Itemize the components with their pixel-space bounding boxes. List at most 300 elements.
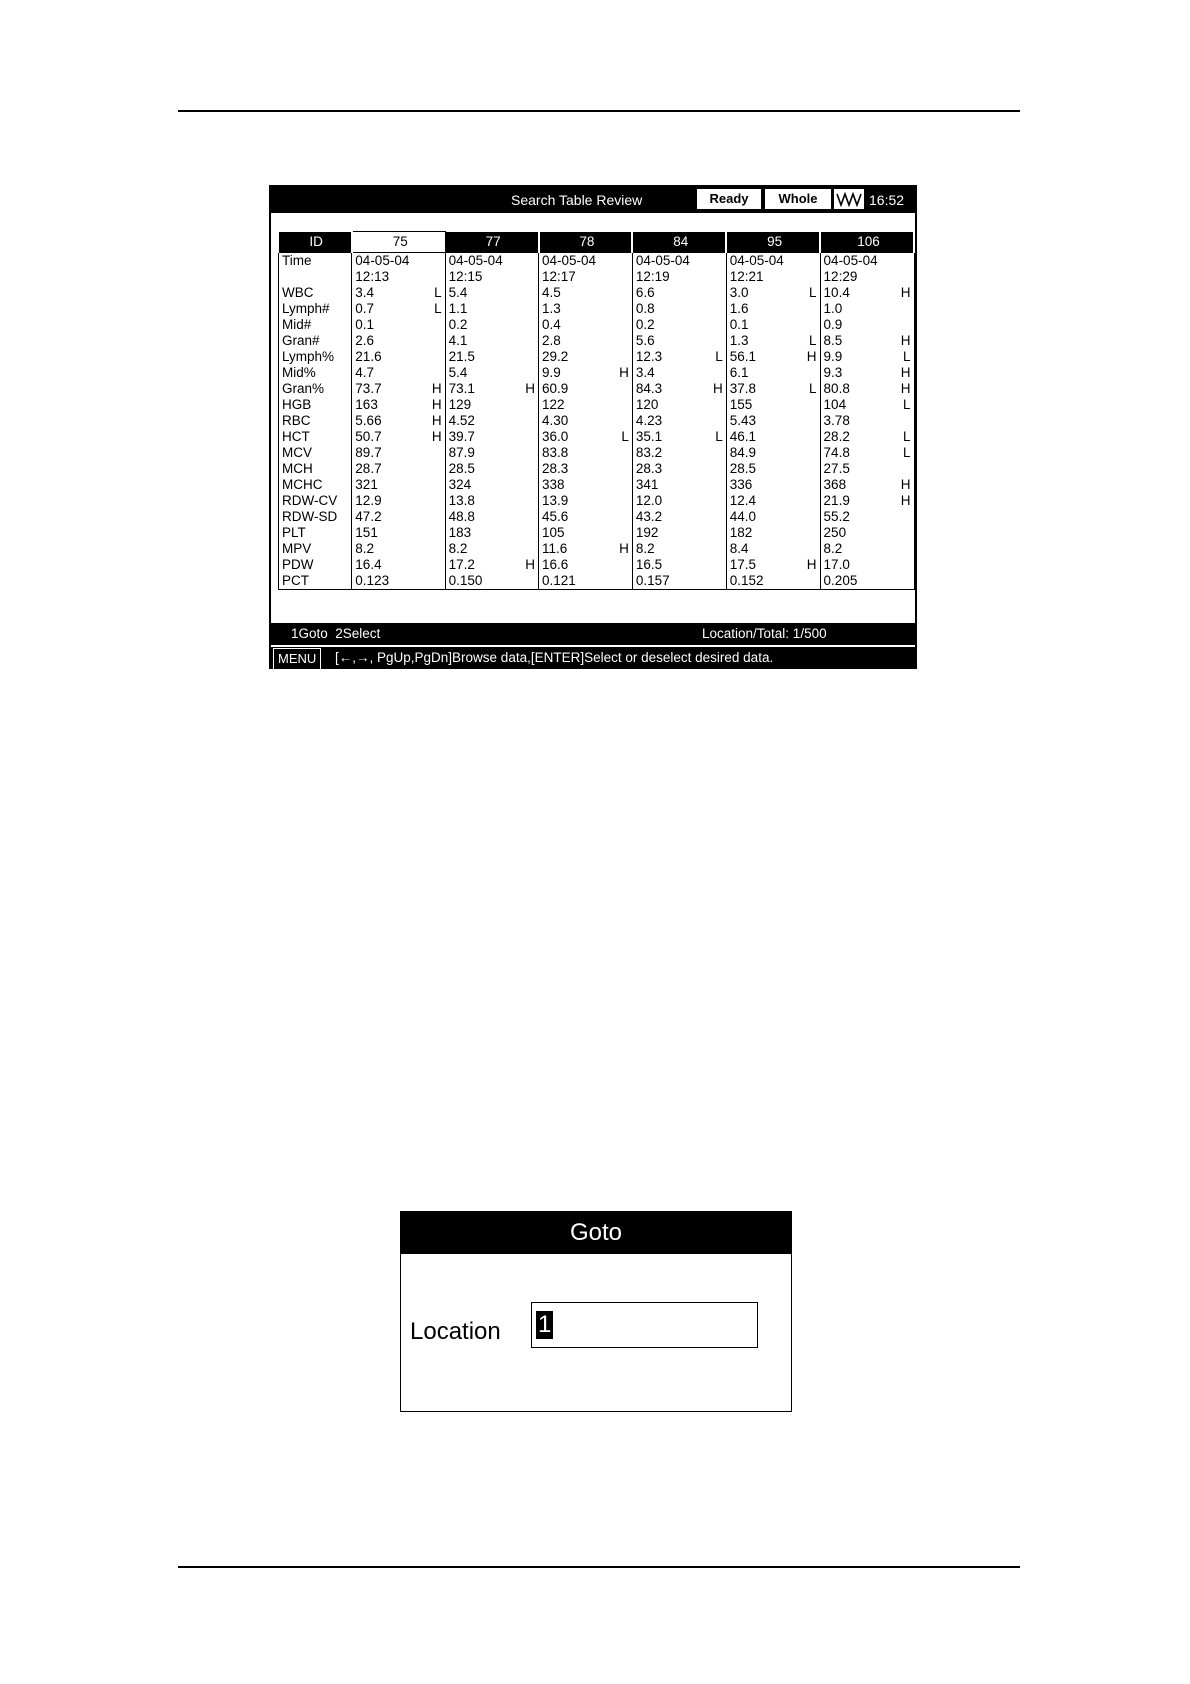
cell-value: 10.4 (820, 285, 895, 301)
table-row (279, 445, 915, 461)
cell-flag: H (895, 493, 914, 509)
cell-flag: L (809, 333, 817, 348)
cell-value: 9.9 (539, 365, 614, 381)
cell-value: 12:17 (539, 269, 614, 285)
cell-value: 39.7 (445, 429, 520, 445)
cell-flag (802, 493, 820, 509)
cell-value: 4.52 (445, 413, 520, 429)
cell-value: 122 (539, 397, 614, 413)
cell-value: 60.9 (539, 381, 614, 397)
cell-value: 11.6 (539, 541, 614, 557)
cell-flag (427, 493, 445, 509)
cell-value: 183 (445, 525, 520, 541)
cell-value: 37.8 (726, 381, 801, 397)
row-label: Time (279, 253, 352, 270)
cell-value: 12:13 (352, 269, 427, 285)
cell-flag (427, 349, 445, 365)
cell-value: 0.1 (352, 317, 427, 333)
cell-value: 27.5 (820, 461, 895, 477)
cell-flag (802, 509, 820, 525)
cell-flag (708, 477, 726, 493)
table-row (279, 365, 915, 381)
row-label: PDW (279, 557, 352, 573)
cell-value: 35.1 (632, 429, 707, 445)
cell-flag (614, 381, 632, 397)
cell-value: 04-05-04 (445, 253, 520, 270)
cell-flag: H (806, 349, 817, 364)
cell-flag: L (715, 429, 723, 444)
row-label: MCHC (279, 477, 352, 493)
time-row (279, 269, 915, 285)
cell-value: 6.1 (726, 365, 801, 381)
cell-flag: L (895, 445, 914, 461)
cell-value: 163 (352, 397, 427, 413)
cell-flag (614, 461, 632, 477)
cell-flag (708, 285, 726, 301)
cell-flag: H (895, 381, 914, 397)
cell-flag (614, 397, 632, 413)
cell-flag (520, 333, 538, 349)
cell-value: 84.3 (632, 381, 707, 397)
cell-value: 12:21 (726, 269, 801, 285)
row-label: Lymph# (279, 301, 352, 317)
cell-value: 9.9 (820, 349, 895, 365)
row-label: PLT (279, 525, 352, 541)
cell-flag (614, 253, 632, 270)
cell-value: 89.7 (352, 445, 427, 461)
cell-value: 55.2 (820, 509, 895, 525)
cell-flag (802, 301, 820, 317)
sample-id-header[interactable]: 77 (445, 232, 538, 253)
cell-value: 45.6 (539, 509, 614, 525)
cell-flag: H (712, 381, 723, 396)
cell-value: 8.4 (726, 541, 801, 557)
cell-flag (802, 461, 820, 477)
window-title: Search Table Review (511, 192, 643, 208)
cell-value: 74.8 (820, 445, 895, 461)
cell-flag (802, 573, 820, 590)
cell-flag (427, 509, 445, 525)
cell-flag: H (525, 557, 536, 572)
cell-value: 28.5 (726, 461, 801, 477)
cell-value: 336 (726, 477, 801, 493)
cell-flag (802, 269, 820, 285)
help-bar (271, 647, 915, 669)
cell-flag (614, 445, 632, 461)
clock: 16:52 (869, 192, 905, 208)
table-row (279, 477, 915, 493)
cell-flag (802, 413, 820, 429)
cell-flag (802, 477, 820, 493)
status-bar (271, 623, 915, 645)
analyzer-screen (269, 185, 917, 669)
cell-value: 12:15 (445, 269, 520, 285)
cell-flag: H (619, 541, 629, 556)
location-label: Location (410, 1318, 501, 1345)
cell-flag (895, 525, 914, 541)
cell-flag (427, 541, 445, 557)
row-label: RDW-CV (279, 493, 352, 509)
cell-flag (427, 253, 445, 270)
cell-value: 129 (445, 397, 520, 413)
cell-flag: H (806, 557, 817, 572)
cell-flag (708, 413, 726, 429)
cell-flag (708, 253, 726, 270)
cell-value: 13.9 (539, 493, 614, 509)
cell-value: 47.2 (352, 509, 427, 525)
shortcut-hint: 1Goto 2Select (291, 626, 381, 641)
cell-value: 192 (632, 525, 707, 541)
cell-value: 1.6 (726, 301, 801, 317)
status-badge: Ready (697, 189, 761, 209)
table-row (279, 333, 915, 349)
cell-value: 0.9 (820, 317, 895, 333)
cell-value: 2.8 (539, 333, 614, 349)
cell-flag (427, 333, 445, 349)
location-total: Location/Total: 1/500 (702, 626, 827, 641)
sample-id-header[interactable]: 75 (352, 232, 445, 253)
cell-value: 0.2 (445, 317, 520, 333)
cell-flag (708, 493, 726, 509)
cell-flag (614, 477, 632, 493)
cell-flag: L (895, 349, 914, 365)
cell-value: 12.9 (352, 493, 427, 509)
cell-value: 9.3 (820, 365, 895, 381)
cell-value: 338 (539, 477, 614, 493)
cell-value: 0.1 (726, 317, 801, 333)
cell-flag (520, 493, 538, 509)
cell-flag (802, 429, 820, 445)
cell-value: 8.2 (445, 541, 520, 557)
cell-flag (895, 317, 914, 333)
cell-flag (427, 461, 445, 477)
sample-id-header[interactable]: 84 (632, 232, 726, 253)
cell-value: 17.0 (820, 557, 895, 573)
table-row (279, 573, 915, 590)
cell-flag (520, 477, 538, 493)
cell-flag: H (895, 285, 914, 301)
results-table (278, 231, 915, 590)
cell-flag (427, 317, 445, 333)
help-text: [←,→, PgUp,PgDn]Browse data,[ENTER]Select or deselect desired data. (335, 650, 774, 665)
cell-value: 151 (352, 525, 427, 541)
cell-value: 17.2 (445, 557, 520, 573)
cell-value: 48.8 (445, 509, 520, 525)
cell-value: 0.7 (352, 301, 427, 317)
cell-flag (802, 541, 820, 557)
cell-flag (614, 525, 632, 541)
cell-value: 17.5 (726, 557, 801, 573)
cell-value: 0.2 (632, 317, 707, 333)
cell-value: 36.0 (539, 429, 614, 445)
cell-value: 21.6 (352, 349, 427, 365)
cell-flag: H (431, 413, 442, 428)
cell-flag (614, 333, 632, 349)
cell-value: 324 (445, 477, 520, 493)
row-label: Gran# (279, 333, 352, 349)
cell-value: 04-05-04 (726, 253, 801, 270)
cell-value: 28.7 (352, 461, 427, 477)
table-row (279, 429, 915, 445)
cell-flag: H (431, 381, 442, 396)
cell-value: 28.3 (539, 461, 614, 477)
cell-flag (427, 525, 445, 541)
cell-flag (427, 557, 445, 573)
cell-flag (895, 253, 914, 270)
cell-flag (520, 445, 538, 461)
cell-flag (427, 573, 445, 590)
cell-value: 0.8 (632, 301, 707, 317)
cell-flag: H (431, 429, 442, 444)
cell-flag (708, 573, 726, 590)
cell-value: 5.43 (726, 413, 801, 429)
cell-value: 21.5 (445, 349, 520, 365)
cell-value: 0.205 (820, 573, 895, 590)
cell-value: 12.0 (632, 493, 707, 509)
cell-value: 105 (539, 525, 614, 541)
row-label: Lymph% (279, 349, 352, 365)
cell-value: 56.1 (726, 349, 801, 365)
cell-flag: H (895, 477, 914, 493)
cell-value: 4.23 (632, 413, 707, 429)
bottom-rule (178, 1566, 1020, 1568)
time-row (279, 253, 915, 270)
cell-flag (614, 301, 632, 317)
table-row (279, 317, 915, 333)
cell-value: 04-05-04 (820, 253, 895, 270)
cell-flag (614, 509, 632, 525)
cell-flag (802, 317, 820, 333)
dialog-title: Goto (401, 1212, 791, 1254)
cell-flag (708, 301, 726, 317)
cell-flag: H (431, 397, 442, 412)
cell-value: 12:19 (632, 269, 707, 285)
cell-value: 0.123 (352, 573, 427, 590)
cell-value: 12:29 (820, 269, 895, 285)
cell-flag (614, 557, 632, 573)
cell-value: 46.1 (726, 429, 801, 445)
cell-value: 8.2 (632, 541, 707, 557)
cell-value: 368 (820, 477, 895, 493)
cell-flag (614, 269, 632, 285)
row-label: Mid% (279, 365, 352, 381)
cell-value: 341 (632, 477, 707, 493)
cell-flag (614, 493, 632, 509)
cell-value: 5.4 (445, 285, 520, 301)
cell-value: 182 (726, 525, 801, 541)
row-label: PCT (279, 573, 352, 590)
cell-flag (520, 253, 538, 270)
cell-flag (427, 365, 445, 381)
cell-value: 1.1 (445, 301, 520, 317)
cell-flag (520, 429, 538, 445)
cell-flag (520, 269, 538, 285)
cell-flag (708, 365, 726, 381)
cell-flag (520, 301, 538, 317)
row-label: HCT (279, 429, 352, 445)
cell-flag: L (895, 429, 914, 445)
cell-value: 04-05-04 (632, 253, 707, 270)
cell-flag (427, 445, 445, 461)
cell-value: 1.3 (726, 333, 801, 349)
cell-flag (708, 509, 726, 525)
cell-value: 0.150 (445, 573, 520, 590)
cell-value: 13.8 (445, 493, 520, 509)
table-header-row (279, 232, 915, 253)
table-row (279, 541, 915, 557)
cell-flag (520, 397, 538, 413)
waveform-icon (834, 189, 864, 209)
cell-value: 83.8 (539, 445, 614, 461)
cell-value: 16.5 (632, 557, 707, 573)
cell-flag (895, 541, 914, 557)
sample-id-header[interactable]: 95 (726, 232, 820, 253)
top-rule (178, 110, 1020, 112)
cell-value: 73.1 (445, 381, 520, 397)
sample-id-header[interactable]: 78 (539, 232, 633, 253)
cell-value: 3.4 (352, 285, 427, 301)
cell-value: 21.9 (820, 493, 895, 509)
table-row (279, 349, 915, 365)
cell-value: 84.9 (726, 445, 801, 461)
cell-value: 28.3 (632, 461, 707, 477)
cell-flag: L (434, 285, 442, 300)
cell-value: 0.157 (632, 573, 707, 590)
location-value[interactable]: 1 (538, 1311, 552, 1338)
cell-value: 1.3 (539, 301, 614, 317)
table-row (279, 285, 915, 301)
cell-flag (520, 461, 538, 477)
cell-flag (895, 301, 914, 317)
cell-flag (802, 525, 820, 541)
cell-flag: L (715, 349, 723, 364)
cell-value: 4.5 (539, 285, 614, 301)
cell-value: 12.3 (632, 349, 707, 365)
cell-value: 4.30 (539, 413, 614, 429)
cell-value: 1.0 (820, 301, 895, 317)
cell-flag (708, 525, 726, 541)
row-label: RDW-SD (279, 509, 352, 525)
row-label: MCV (279, 445, 352, 461)
cell-flag (614, 573, 632, 590)
cell-flag (895, 413, 914, 429)
cell-value: 04-05-04 (352, 253, 427, 270)
table-row (279, 301, 915, 317)
cell-value: 250 (820, 525, 895, 541)
cell-flag (520, 365, 538, 381)
cell-flag (520, 349, 538, 365)
row-label: MPV (279, 541, 352, 557)
cell-value: 0.152 (726, 573, 801, 590)
menu-button[interactable]: MENU (273, 648, 321, 670)
cell-flag (614, 349, 632, 365)
cell-flag: L (434, 301, 442, 316)
cell-flag: H (895, 333, 914, 349)
cell-flag (708, 461, 726, 477)
row-label: RBC (279, 413, 352, 429)
cell-flag (427, 477, 445, 493)
id-header: ID (279, 232, 352, 253)
cell-flag (895, 461, 914, 477)
cell-flag: L (809, 381, 817, 396)
table-row (279, 461, 915, 477)
cell-value: 50.7 (352, 429, 427, 445)
cell-flag (708, 333, 726, 349)
cell-flag: H (619, 365, 629, 380)
cell-value: 8.2 (352, 541, 427, 557)
cell-flag (520, 541, 538, 557)
cell-value: 16.4 (352, 557, 427, 573)
cell-value: 5.66 (352, 413, 427, 429)
cell-flag (895, 557, 914, 573)
cell-flag (895, 509, 914, 525)
cell-value: 321 (352, 477, 427, 493)
cell-flag: L (809, 285, 817, 300)
cell-flag (802, 445, 820, 461)
cell-flag (708, 541, 726, 557)
table-row (279, 525, 915, 541)
cell-value: 28.2 (820, 429, 895, 445)
cell-value: 16.6 (539, 557, 614, 573)
cell-flag (520, 573, 538, 590)
cell-flag: H (895, 365, 914, 381)
cell-flag (520, 413, 538, 429)
cell-value: 155 (726, 397, 801, 413)
cell-flag (895, 269, 914, 285)
cell-flag (708, 317, 726, 333)
cell-value: 6.6 (632, 285, 707, 301)
row-label: HGB (279, 397, 352, 413)
cell-value: 29.2 (539, 349, 614, 365)
cell-flag (520, 525, 538, 541)
table-row (279, 381, 915, 397)
cell-value: 3.78 (820, 413, 895, 429)
cell-value: 8.2 (820, 541, 895, 557)
row-label: Mid# (279, 317, 352, 333)
cell-value: 04-05-04 (539, 253, 614, 270)
cell-value: 120 (632, 397, 707, 413)
cell-value: 4.7 (352, 365, 427, 381)
cell-flag (614, 413, 632, 429)
title-bar (271, 187, 915, 213)
cell-flag: L (895, 397, 914, 413)
cell-value: 12.4 (726, 493, 801, 509)
cell-value: 3.0 (726, 285, 801, 301)
goto-dialog (400, 1211, 792, 1412)
cell-flag (895, 573, 914, 590)
cell-value: 0.4 (539, 317, 614, 333)
cell-flag (614, 317, 632, 333)
sample-id-header[interactable]: 106 (820, 232, 914, 253)
cell-value: 5.6 (632, 333, 707, 349)
cell-flag (708, 397, 726, 413)
table-row (279, 413, 915, 429)
cell-flag (802, 365, 820, 381)
cell-value: 8.5 (820, 333, 895, 349)
cell-value: 0.121 (539, 573, 614, 590)
cell-value: 87.9 (445, 445, 520, 461)
cell-value: 83.2 (632, 445, 707, 461)
cell-flag (708, 269, 726, 285)
row-label: WBC (279, 285, 352, 301)
cell-value: 28.5 (445, 461, 520, 477)
cell-flag (802, 253, 820, 270)
table-row (279, 557, 915, 573)
cell-value: 80.8 (820, 381, 895, 397)
cell-value: 5.4 (445, 365, 520, 381)
cell-value: 2.6 (352, 333, 427, 349)
location-input[interactable] (531, 1302, 758, 1348)
